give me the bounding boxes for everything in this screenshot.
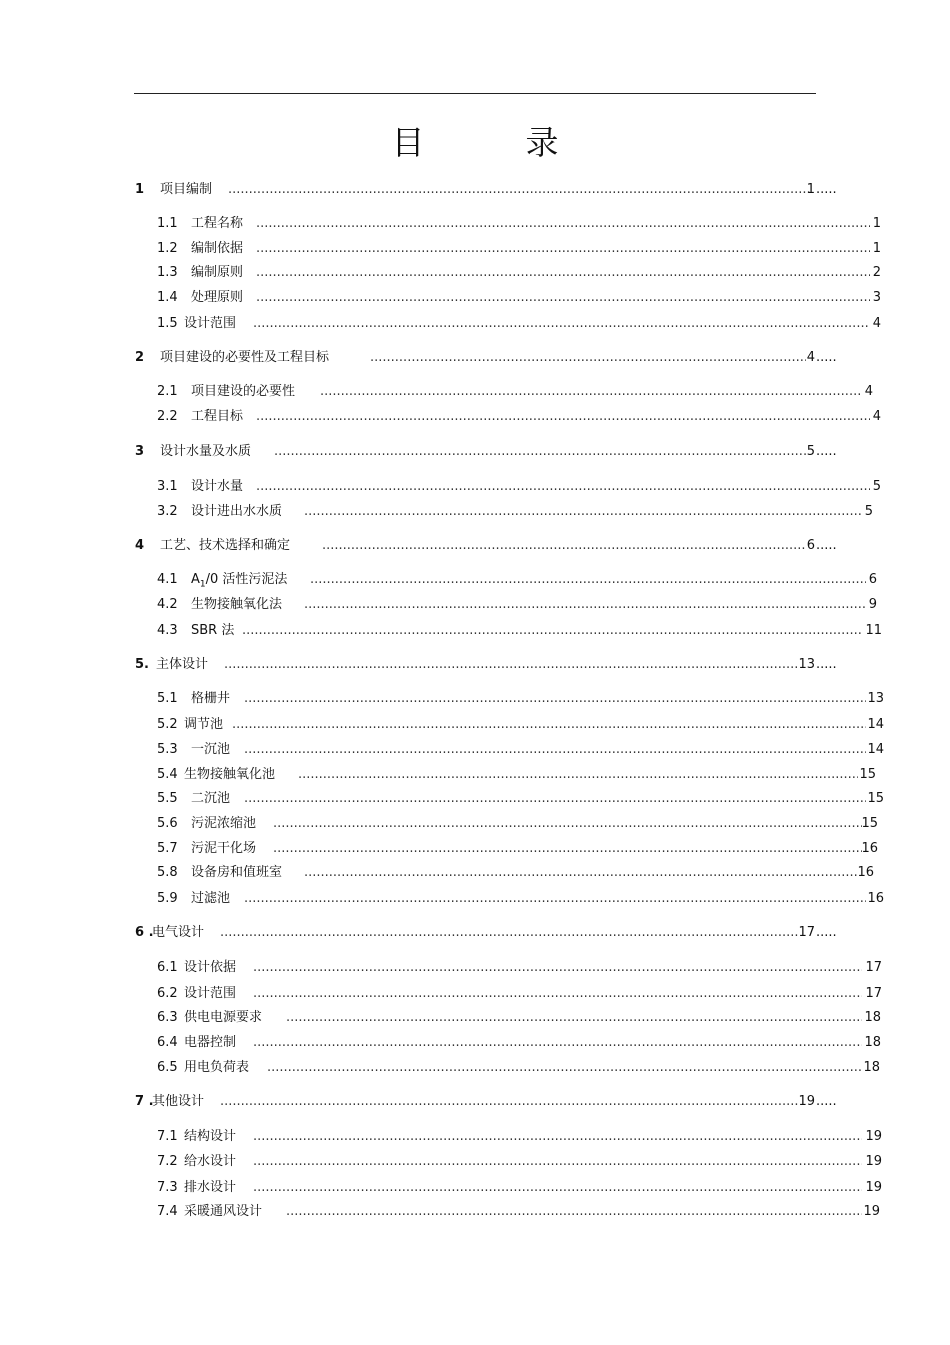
toc-dot-leader [304,502,862,522]
toc-entry-number: 6.4 [157,1035,178,1050]
toc-entry-number: 6.3 [157,1010,178,1025]
toc-chapter-entry[interactable] [0,923,950,943]
toc-chapter-entry[interactable] [0,442,950,462]
toc-entry-label: 给水设计 [184,1154,237,1169]
page-title: 目 录 [391,123,593,162]
toc-dot-leader [298,765,858,785]
toc-dot-leader [228,180,811,200]
toc-dot-leader [253,1178,862,1198]
toc-entry-number: 7 . [135,1094,154,1109]
toc-entry-number: 3 [135,444,145,459]
toc-entry-label [191,570,287,590]
toc-page-number: 5 [872,479,881,494]
toc-section-entry[interactable] [0,740,950,760]
toc-section-entry[interactable] [0,1152,950,1172]
toc-entry-number: 6.5 [157,1060,178,1075]
toc-dot-leader [322,536,806,556]
toc-page-number: 16 [857,865,874,880]
toc-entry-label: 调节池 [184,717,224,732]
toc-section-entry[interactable] [0,863,950,883]
toc-dot-leader [370,348,806,368]
toc-entry-label: 电气设计 [152,925,205,940]
toc-section-entry[interactable] [0,1202,950,1222]
toc-section-entry[interactable] [0,407,950,427]
toc-page-number: 19 [798,1094,815,1109]
toc-entry-label: 项目建设的必要性及工程目标 [160,350,330,365]
toc-entry-label: 项目建设的必要性 [191,384,296,399]
toc-trailing-dots: ..... [816,444,837,459]
toc-entry-number: 1.3 [157,265,178,280]
toc-entry-label: 生物接触氧化法 [191,597,283,612]
toc-entry-label: 设计水量 [191,479,244,494]
toc-page-number: 6 [868,572,877,587]
toc-entry-number: 5.7 [157,841,178,856]
toc-entry-number: 4.1 [157,572,178,587]
toc-entry-label: 污泥干化场 [191,841,257,856]
toc-section-entry[interactable] [0,570,950,590]
toc-section-entry[interactable] [0,314,950,334]
toc-label-prefix: A [191,572,200,587]
toc-chapter-entry[interactable] [0,536,950,556]
toc-entry-number: 2.1 [157,384,178,399]
toc-entry-label: 供电电源要求 [184,1010,263,1025]
toc-entry-number: 6.2 [157,986,178,1001]
toc-dot-leader [273,839,862,859]
toc-page-number: 19 [865,1129,882,1144]
toc-entry-label: 设计进出水水质 [191,504,283,519]
toc-dot-leader [256,477,870,497]
toc-entry-number: 5.2 [157,717,178,732]
toc-page-number: 13 [867,691,884,706]
toc-dot-leader [256,214,870,234]
toc-entry-label: 编制依据 [191,241,244,256]
toc-entry-number: 1.4 [157,290,178,305]
toc-trailing-dots: ..... [816,657,837,672]
toc-section-entry[interactable] [0,889,950,909]
toc-page-number: 19 [865,1154,882,1169]
toc-trailing-dots: ..... [816,182,837,197]
toc-page-number: 1 [872,216,881,231]
toc-section-entry[interactable] [0,839,950,859]
toc-entry-label: 处理原则 [191,290,244,305]
toc-section-entry[interactable] [0,1008,950,1028]
toc-page-number: 15 [867,791,884,806]
toc-dot-leader [286,1008,862,1028]
toc-dot-leader [253,1127,862,1147]
toc-section-entry[interactable] [0,765,950,785]
toc-entry-number: 1.2 [157,241,178,256]
toc-entry-number: 7.4 [157,1204,178,1219]
toc-entry-number: 4 [135,538,145,553]
toc-section-entry[interactable] [0,502,950,522]
toc-entry-label: 工程名称 [191,216,244,231]
toc-entry-number: 6.1 [157,960,178,975]
toc-entry-label: 工程目标 [191,409,244,424]
toc-section-entry[interactable] [0,595,950,615]
toc-dot-leader [244,689,866,709]
toc-dot-leader [224,655,798,675]
toc-entry-label: 编制原则 [191,265,244,280]
toc-entry-label: 项目编制 [160,182,213,197]
toc-entry-number: 2 [135,350,145,365]
toc-section-entry[interactable] [0,789,950,809]
toc-dot-leader [253,1152,862,1172]
toc-dot-leader [320,382,862,402]
toc-entry-label: 过滤池 [191,891,231,906]
toc-entry-label: 一沉池 [191,742,231,757]
toc-section-entry[interactable] [0,1127,950,1147]
toc-dot-leader [253,314,870,334]
toc-entry-number: 5.9 [157,891,178,906]
toc-entry-label: 二沉池 [191,791,231,806]
toc-entry-number: 3.1 [157,479,178,494]
toc-dot-leader [256,407,870,427]
toc-entry-label: 主体设计 [156,657,209,672]
toc-dot-leader [273,814,862,834]
toc-page-number: 1 [806,182,815,197]
toc-page-number: 3 [872,290,881,305]
toc-entry-number: 5. [135,657,149,672]
toc-chapter-entry[interactable] [0,655,950,675]
toc-page-number: 19 [865,1180,882,1195]
toc-page-number: 17 [865,960,882,975]
toc-entry-number: 1.1 [157,216,178,231]
toc-entry-label: 用电负荷表 [184,1060,250,1075]
toc-section-entry[interactable] [0,288,950,308]
toc-dot-leader [267,1058,862,1078]
toc-entry-number: 5.4 [157,767,178,782]
toc-entry-label: 设计水量及水质 [160,444,252,459]
toc-page-number: 4 [872,316,881,331]
toc-page-number: 11 [865,623,882,638]
toc-page-number: 4 [864,384,873,399]
toc-dot-leader [253,958,862,978]
toc-page-number: 14 [867,742,884,757]
toc-page-number: 13 [798,657,815,672]
toc-page-number: 5 [806,444,815,459]
toc-page-number: 9 [868,597,877,612]
toc-dot-leader [310,570,866,590]
toc-page-number: 5 [864,504,873,519]
toc-entry-label: 设计依据 [184,960,237,975]
toc-entry-number: 1.5 [157,316,178,331]
toc-section-entry[interactable] [0,1033,950,1053]
toc-entry-number: 4.3 [157,623,178,638]
toc-dot-leader [242,621,862,641]
toc-label-subscript: 1 [199,579,206,590]
toc-trailing-dots: ..... [816,350,837,365]
toc-dot-leader [253,1033,862,1053]
toc-entry-number: 1 [135,182,145,197]
toc-trailing-dots: ..... [816,1094,837,1109]
toc-entry-number: 3.2 [157,504,178,519]
toc-page-number: 15 [861,816,878,831]
toc-entry-label: 其他设计 [152,1094,205,1109]
toc-entry-label: 工艺、技术选择和确定 [160,538,291,553]
toc-dot-leader [274,442,806,462]
toc-chapter-entry[interactable] [0,180,950,200]
toc-section-entry[interactable] [0,477,950,497]
toc-section-entry[interactable] [0,715,950,735]
toc-entry-label: 电器控制 [184,1035,237,1050]
toc-entry-number: 7.2 [157,1154,178,1169]
toc-page-number: 19 [863,1204,880,1219]
toc-dot-leader [304,863,858,883]
toc-page-number: 16 [867,891,884,906]
toc-entry-label: 采暖通风设计 [184,1204,263,1219]
toc-chapter-entry[interactable] [0,348,950,368]
toc-dot-leader [253,984,862,1004]
toc-entry-number: 6 . [135,925,154,940]
toc-entry-label: 格栅井 [191,691,231,706]
toc-entry-label: 结构设计 [184,1129,237,1144]
toc-entry-number: 2.2 [157,409,178,424]
toc-entry-number: 5.5 [157,791,178,806]
toc-entry-number: 5.3 [157,742,178,757]
toc-trailing-dots: ..... [816,925,837,940]
toc-dot-leader [244,889,866,909]
toc-dot-leader [256,288,870,308]
toc-page-number: 4 [806,350,815,365]
toc-page-number: 16 [861,841,878,856]
toc-page-number: 15 [859,767,876,782]
toc-section-entry[interactable] [0,382,950,402]
toc-dot-leader [244,789,866,809]
toc-page-number: 18 [863,1060,880,1075]
toc-entry-label: 排水设计 [184,1180,237,1195]
toc-section-entry[interactable] [0,984,950,1004]
toc-entry-number: 7.1 [157,1129,178,1144]
header-rule [134,93,816,94]
toc-dot-leader [286,1202,862,1222]
toc-section-entry[interactable] [0,1178,950,1198]
toc-section-entry[interactable] [0,689,950,709]
toc-section-entry[interactable] [0,814,950,834]
toc-entry-number: 4.2 [157,597,178,612]
toc-entry-label: 污泥浓缩池 [191,816,257,831]
toc-page-number: 6 [806,538,815,553]
toc-entry-number: 5.8 [157,865,178,880]
toc-section-entry[interactable] [0,958,950,978]
toc-page-number: 18 [864,1035,881,1050]
toc-dot-leader [220,1092,798,1112]
toc-page-number: 17 [865,986,882,1001]
toc-entry-label: 生物接触氧化池 [184,767,276,782]
toc-dot-leader [220,923,798,943]
toc-dot-leader [232,715,866,735]
toc-page-number: 18 [864,1010,881,1025]
toc-entry-number: 7.3 [157,1180,178,1195]
toc-dot-leader [244,740,866,760]
toc-label-suffix: /0 活性污泥法 [205,572,288,587]
toc-dot-leader [256,263,870,283]
toc-chapter-entry[interactable] [0,1092,950,1112]
toc-entry-label: 设备房和值班室 [191,865,283,880]
toc-section-entry[interactable] [0,263,950,283]
toc-page-number: 4 [872,409,881,424]
toc-page-number: 14 [867,717,884,732]
toc-page-number: 2 [872,265,881,280]
toc-entry-number: 5.6 [157,816,178,831]
toc-entry-label: 设计范围 [184,316,237,331]
toc-entry-number: 5.1 [157,691,178,706]
toc-page-number: 1 [872,241,881,256]
toc-section-entry[interactable] [0,1058,950,1078]
toc-entry-label: 设计范围 [184,986,237,1001]
toc-dot-leader [304,595,866,615]
toc-trailing-dots: ..... [816,538,837,553]
toc-section-entry[interactable] [0,214,950,234]
toc-entry-label: SBR 法 [191,623,235,638]
toc-dot-leader [256,239,870,259]
toc-page-number: 17 [798,925,815,940]
toc-section-entry[interactable] [0,621,950,641]
toc-section-entry[interactable] [0,239,950,259]
